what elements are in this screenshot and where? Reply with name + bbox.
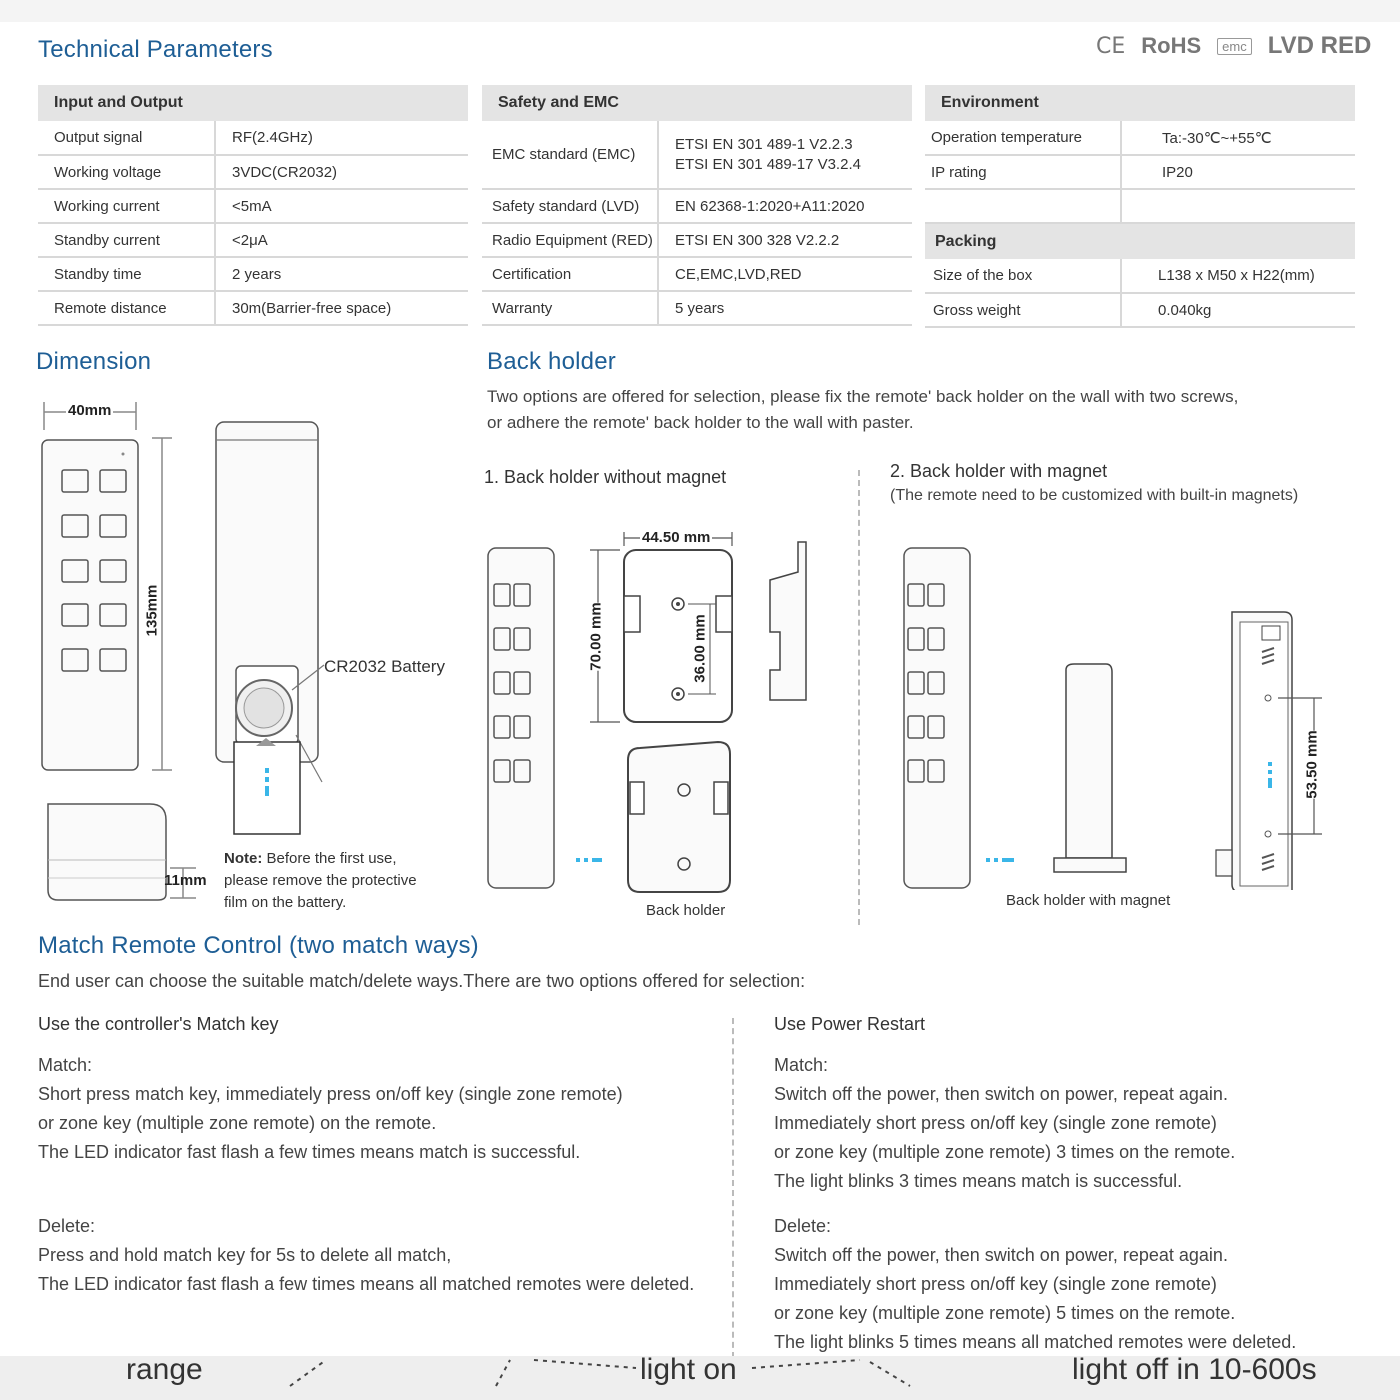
cert-marks xyxy=(1096,32,1371,60)
table-row: IP rating IP20 xyxy=(925,155,1355,189)
table-row: Output signal RF(2.4GHz) xyxy=(38,121,468,155)
option1-drawing xyxy=(480,520,840,920)
delete-label: Delete: xyxy=(774,1216,832,1236)
lvd-red-mark: LVD RED xyxy=(1267,32,1372,59)
table-row: Safety standard (LVD) EN 62368-1:2020+A11:2020 xyxy=(482,189,912,223)
table-row: Warranty 5 years xyxy=(482,291,912,325)
option1-caption: Back holder xyxy=(646,902,726,919)
table-row: Remote distance 30m(Barrier-free space) xyxy=(38,291,468,325)
match-intro: End user can choose the suitable match/delete ways.There are two options offered for selection: xyxy=(38,971,806,991)
option1-title: 1. Back holder without magnet xyxy=(484,467,727,487)
safety-emc-table xyxy=(482,85,912,326)
table-title: Environment xyxy=(925,85,1355,121)
match-label: Match: xyxy=(774,1055,829,1075)
table-row: Operation temperature Ta:-30℃~+55℃ xyxy=(925,121,1355,155)
option2-caption: Back holder with magnet xyxy=(1006,892,1171,909)
back-holder-intro: Two options are offered for selection, please fix the remote' back holder on the wall with two screws, or adhere the remote' back holder to the wall with paster. xyxy=(487,387,1239,432)
ce-mark: CE xyxy=(1096,33,1126,59)
top-band xyxy=(0,0,1400,22)
option1-height-label: 70.00 mm xyxy=(587,602,605,671)
battery-note: Note: Before the first use, please remove the protective film on the battery. xyxy=(224,850,417,911)
table-row: Working voltage 3VDC(CR2032) xyxy=(38,155,468,189)
option1-width-label: 44.50 mm xyxy=(642,529,711,546)
table-row xyxy=(925,189,1355,223)
input-output-table xyxy=(38,85,468,326)
rohs-mark: RoHS xyxy=(1141,33,1202,58)
back-holder-title: Back holder xyxy=(487,348,616,375)
table-row: Certification CE,EMC,LVD,RED xyxy=(482,257,912,291)
table-row: Standby time 2 years xyxy=(38,257,468,291)
delete-label: Delete: xyxy=(38,1216,96,1236)
table-row: Size of the box L138 x M50 x H22(mm) xyxy=(925,259,1355,293)
option2-note: (The remote need to be customized with built-in magnets) xyxy=(890,487,1299,504)
match-left-column: Use the controller's Match key Match: Short press match key, immediately press on/off key (single zone remote) or zone key (multiple zone remote) on the remote. The LED indicator fast flash a few times means match is successful. Delete: Press and hold match key for 5s to delete all match, The LED indicator fast flash a few times means all matched remotes were deleted. xyxy=(38,1014,718,1299)
remote-front xyxy=(42,440,138,770)
match-right-heading: Use Power Restart xyxy=(774,1014,926,1034)
dimension-title: Dimension xyxy=(36,348,152,375)
match-divider xyxy=(732,1018,734,1358)
height-label: 135mm xyxy=(143,584,161,637)
table-title: Input and Output xyxy=(38,85,468,121)
table-row: Radio Equipment (RED) ETSI EN 300 328 V2.2.2 xyxy=(482,223,912,257)
option2-height-label: 53.50 mm xyxy=(1303,730,1321,799)
dimension-drawing xyxy=(30,390,460,920)
option-divider xyxy=(858,470,860,925)
battery-label: CR2032 Battery xyxy=(324,657,445,676)
option2-title: 2. Back holder with magnet xyxy=(890,461,1108,481)
environment-table xyxy=(925,85,1355,328)
table-title: Packing xyxy=(925,223,1355,259)
page-title: Technical Parameters xyxy=(38,36,273,63)
bottom-word-range: range xyxy=(126,1353,203,1386)
match-left-heading: Use the controller's Match key xyxy=(38,1014,279,1034)
match-label: Match: xyxy=(38,1055,93,1075)
remote-side xyxy=(48,804,166,900)
option2-drawing xyxy=(890,540,1350,890)
thickness-label: 11mm xyxy=(164,872,207,889)
table-row: Gross weight 0.040kg xyxy=(925,293,1355,327)
table-row: Standby current <2μA xyxy=(38,223,468,257)
match-right-column: Use Power Restart Match: Switch off the power, then switch on power, repeat again. Immediately short press on/off key (single zone remote) or zone key (multiple zone remote) 3 times on the remote. The light blinks 3 times means match is successful. Delete: Switch off the power, then switch on power, repeat again. Immediately short press on/off key (single zone remote) or zone key (multiple zone remote) 5 times on the remote. The light blinks 5 times means all matched remotes were deleted. xyxy=(774,1014,1374,1357)
bottom-word-light-off: light off in 10-600s xyxy=(1072,1353,1317,1386)
option1-hole-label: 36.00 mm xyxy=(691,614,709,683)
bottom-word-light-on: light on xyxy=(640,1353,737,1386)
table-row: EMC standard (EMC) ETSI EN 301 489-1 V2.2.3 ETSI EN 301 489-17 V3.2.4 xyxy=(482,121,912,189)
width-label: 40mm xyxy=(68,402,112,419)
table-row: Working current <5mA xyxy=(38,189,468,223)
table-title: Safety and EMC xyxy=(482,85,912,121)
match-title: Match Remote Control (two match ways) xyxy=(38,932,479,959)
emc-mark: emc xyxy=(1217,38,1252,55)
